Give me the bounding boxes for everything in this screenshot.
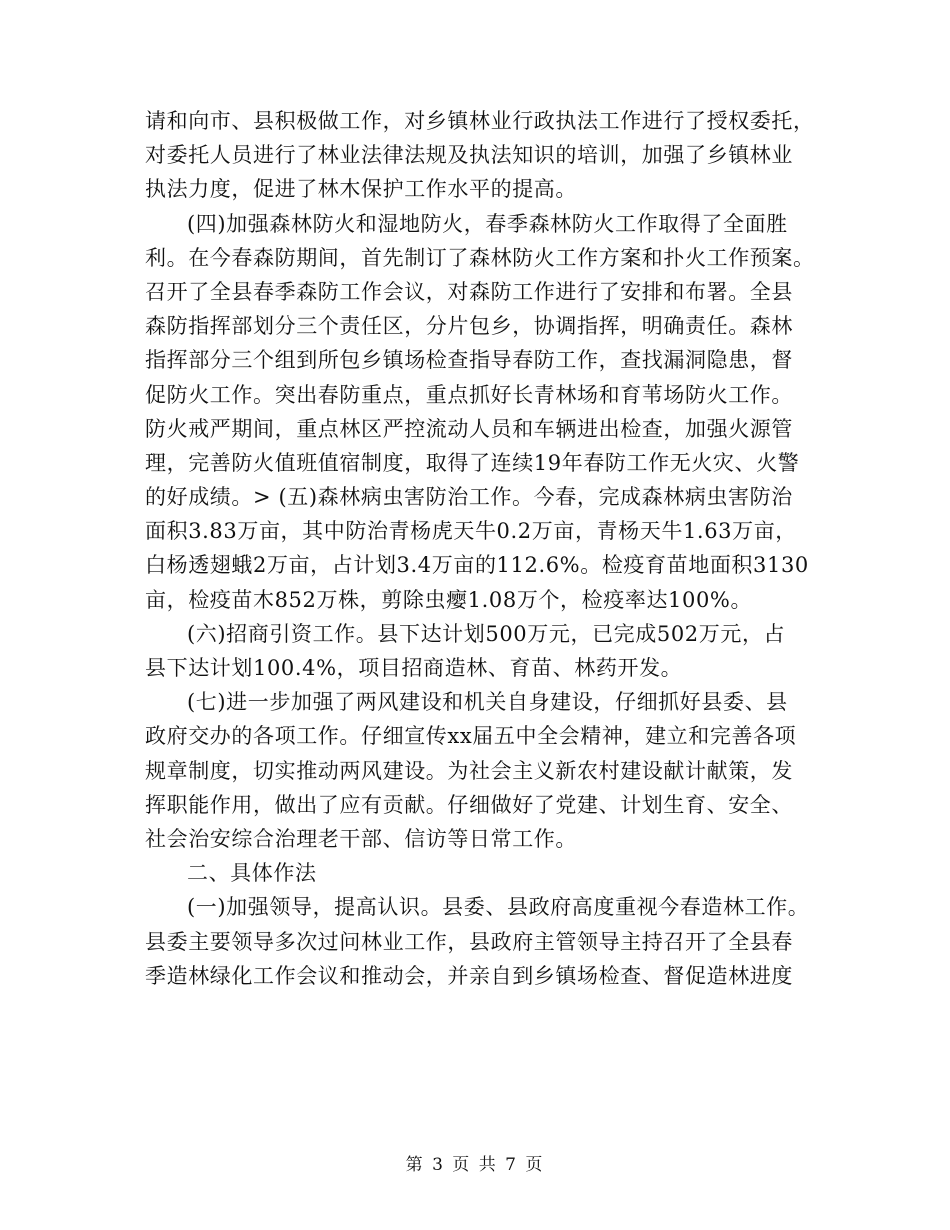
text-line: 的好成绩。> (五)森林病虫害防治工作。今春，完成森林病虫害防治: [145, 485, 793, 510]
section-heading: 二、具体作法: [187, 861, 317, 886]
text-line: 理，完善防火值班值宿制度，取得了连续19年春防工作无火灾、火警: [145, 450, 800, 475]
page-number-footer: 第 3 页 共 7 页: [405, 1155, 545, 1175]
text-line: 挥职能作用，做出了应有贡献。仔细做好了党建、计划生育、安全、: [145, 792, 793, 817]
text-line: (七)进一步加强了两风建设和机关自身建设，仔细抓好县委、县: [187, 690, 788, 715]
text-line: 利。在今春森防期间，首先制订了森林防火工作方案和扑火工作预案。: [145, 245, 815, 270]
text-line: 政府交办的各项工作。仔细宣传xx届五中全会精神，建立和完善各项: [145, 724, 797, 749]
text-line: 白杨透翅蛾2万亩，占计划3.4万亩的112.6%。检疫育苗地面积3130: [145, 553, 809, 578]
text-line: 执法力度，促进了林木保护工作水平的提高。: [145, 177, 577, 202]
text-line: 面积3.83万亩，其中防治青杨虎天牛0.2万亩，青杨天牛1.63万亩，: [145, 519, 797, 544]
text-line: 促防火工作。突出春防重点，重点抓好长青林场和育苇场防火工作。: [145, 382, 793, 407]
text-line: (六)招商引资工作。县下达计划500万元，已完成502万元，占: [187, 621, 786, 646]
text-line: (一)加强领导，提高认识。县委、县政府高度重视今春造林工作。: [187, 895, 810, 920]
text-line: 召开了全县春季森防工作会议，对森防工作进行了安排和布署。全县: [145, 279, 793, 304]
document-body: [145, 104, 815, 993]
text-line: 亩，检疫苗木852万株，剪除虫瘿1.08万个，检疫率达100%。: [145, 587, 753, 612]
text-line: 县下达计划100.4%，项目招商造林、育苗、林药开发。: [145, 656, 683, 680]
text-line: 请和向市、县积极做工作，对乡镇林业行政执法工作进行了授权委托，: [145, 109, 815, 133]
text-line: 社会治安综合治理老干部、信访等日常工作。: [145, 826, 577, 851]
text-line: (四)加强森林防火和湿地防火，春季森林防火工作取得了全面胜: [187, 211, 788, 236]
text-line: 指挥部分三个组到所包乡镇场检查指导春防工作，查找漏洞隐患，督: [145, 348, 793, 373]
text-line: 规章制度，切实推动两风建设。为社会主义新农村建设献计献策，发: [145, 758, 793, 783]
text-line: 县委主要领导多次过问林业工作，县政府主管领导主持召开了全县春: [145, 929, 793, 954]
text-line: 季造林绿化工作会议和推动会，并亲自到乡镇场检查、督促造林进度: [145, 963, 793, 988]
text-line: 防火戒严期间，重点林区严控流动人员和车辆进出检查，加强火源管: [145, 416, 793, 441]
text-line: 森防指挥部划分三个责任区，分片包乡，协调指挥，明确责任。森林: [145, 314, 793, 339]
text-line: 对委托人员进行了林业法律法规及执法知识的培训，加强了乡镇林业: [145, 143, 793, 168]
